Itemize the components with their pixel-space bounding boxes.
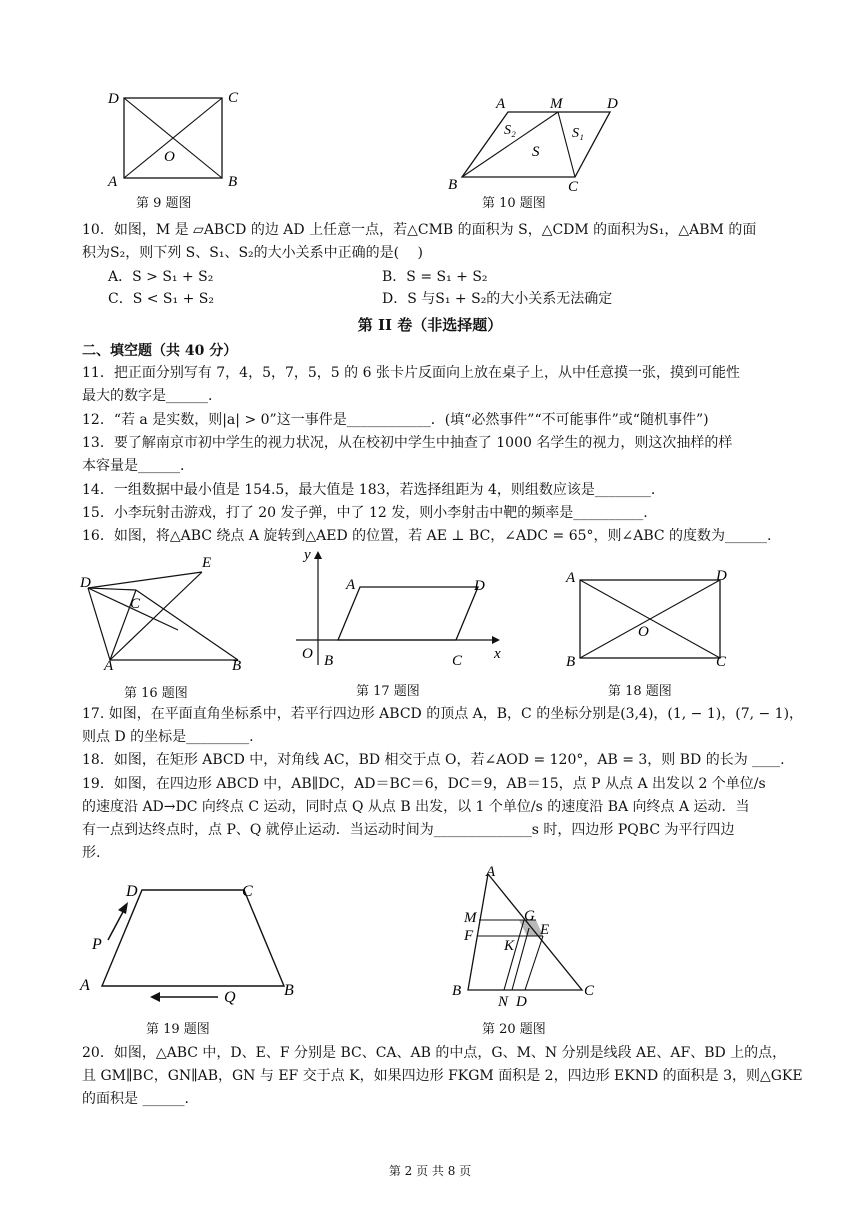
q10-option-a: A．S > S₁ + S₂: [108, 269, 214, 285]
fig16-label-a: A: [104, 658, 114, 672]
fig10-label-s2: S₂: [504, 123, 516, 138]
fig10-label-c: C: [568, 179, 579, 195]
fig16-label-b: B: [232, 658, 242, 672]
fig10-label-b: B: [448, 177, 458, 193]
fig16-label-c: C: [130, 596, 141, 612]
q15: 15．小李玩射击游戏，打了 20 发子弹，中了 12 发，则小李射击中靶的频率是__________.: [82, 505, 648, 521]
q13-line1: 13．要了解南京市初中学生的视力状况，从在校初中学生中抽查了 1000 名学生的视力，则这次抽样的样: [82, 435, 733, 451]
part-2-title: 第 II 卷（非选择题）: [357, 316, 503, 334]
fig9-caption: 第 9 题图: [136, 196, 192, 211]
q20-line1: 20．如图，△ABC 中，D、E、F 分别是 BC、CA、AB 的中点，G、M、N 分别是线段 AE、AF、BD 上的点，: [82, 1045, 787, 1061]
q19-line3: 有一点到达终点时，点 P、Q 就停止运动．当运动时间为______________s 时，四边形 PQBC 为平行四边: [82, 822, 735, 838]
q12: 12．“若 a 是实数，则|a| > 0”这一事件是____________．(填“必然事件”“不可能事件”或“随机事件”): [82, 412, 709, 428]
figure-20: [446, 862, 606, 1010]
q19-line4: 形.: [82, 845, 101, 861]
q10-option-c: C．S < S₁ + S₂: [108, 291, 214, 307]
q11-line2: 最大的数字是______.: [82, 388, 213, 404]
q10-line2: 积为S₂，则下列 S、S₁、S₂的大小关系中正确的是( ): [82, 245, 424, 261]
fig18-label-d: D: [716, 568, 727, 584]
fig10-label-s1: S₁: [572, 126, 584, 141]
fig18-caption: 第 18 题图: [608, 684, 672, 699]
fig19-label-c: C: [242, 883, 253, 900]
fig20-label-f: F: [464, 928, 474, 944]
fig20-label-g: G: [524, 908, 535, 924]
q10-option-d: D．S 与S₁ + S₂的大小关系无法确定: [382, 291, 613, 307]
q11-line1: 11．把正面分别写有 7，4，5，7，5，5 的 6 张卡片反面向上放在桌子上，从中任意摸一张，摸到可能性: [82, 365, 740, 381]
figure-19: [78, 876, 308, 1006]
fig19-caption: 第 19 题图: [146, 1022, 210, 1037]
fig17-label-d: D: [474, 578, 485, 594]
q10-line1: 10．如图，M 是 ▱ABCD 的边 AD 上任意一点，若△CMB 的面积为 S，△CDM 的面积为S₁，△ABM 的面: [82, 222, 757, 238]
fig17-caption: 第 17 题图: [356, 684, 420, 699]
fig19-label-a: A: [80, 977, 90, 994]
fig16-caption: 第 16 题图: [124, 686, 188, 701]
fig17-label-x: x: [494, 646, 501, 662]
fig10-caption: 第 10 题图: [482, 196, 546, 211]
fig10-label-a: A: [496, 96, 506, 112]
q18: 18．如图，在矩形 ABCD 中，对角线 AC，BD 相交于点 O，若∠AOD = 120°，AB = 3，则 BD 的长为 ____.: [82, 752, 785, 768]
fig20-caption: 第 20 题图: [482, 1022, 546, 1037]
q19-line2: 的速度沿 AD→DC 向终点 C 运动，同时点 Q 从点 B 出发，以 1 个单位/s 的速度沿 BA 向终点 A 运动．当: [82, 799, 750, 815]
fig19-label-d: D: [126, 883, 138, 900]
fig20-label-m: M: [464, 910, 477, 926]
fig20-label-k: K: [504, 938, 515, 954]
figure-9: [100, 88, 260, 188]
fig20-label-b: B: [452, 983, 462, 999]
fig20-label-e: E: [540, 922, 550, 938]
fig19-label-q: Q: [224, 989, 236, 1006]
fig19-label-p: P: [92, 936, 102, 953]
page-footer: 第 2 页 共 8 页: [388, 1164, 472, 1178]
fig9-label-b: B: [228, 174, 238, 188]
fig17-label-b: B: [324, 653, 334, 669]
fig9-label-c: C: [228, 90, 239, 106]
figure-17: [290, 545, 510, 675]
figure-10: [440, 92, 640, 197]
fig20-label-n: N: [498, 994, 509, 1010]
section-2-title: 二、填空题（共 40 分）: [82, 343, 238, 359]
fig9-label-o: O: [164, 149, 175, 165]
q17-line1: 17. 如图，在平面直角坐标系中，若平行四边形 ABCD 的顶点 A，B，C 的坐标分别是(3,4)，(1, − 1)，(7, − 1)，: [82, 706, 804, 722]
fig19-label-b: B: [284, 982, 294, 999]
fig9-label-d: D: [108, 91, 119, 107]
figure-18: [560, 562, 740, 672]
fig10-label-d: D: [607, 96, 618, 112]
fig18-label-o: O: [638, 624, 649, 640]
q20-line2: 且 GM∥BC，GN∥AB，GN 与 EF 交于点 K，如果四边形 FKGM 面积是 2，四边形 EKND 的面积是 3，则△GKE: [82, 1068, 803, 1084]
q20-line3: 的面积是 ______.: [82, 1091, 189, 1107]
q14: 14．一组数据中最小值是 154.5，最大值是 183，若选择组距为 4，则组数应该是________.: [82, 482, 656, 498]
q16: 16．如图，将△ABC 绕点 A 旋转到△AED 的位置，若 AE ⊥ BC，∠ADC = 65°，则∠ABC 的度数为______.: [82, 528, 772, 544]
q13-line2: 本容量是______.: [82, 458, 185, 474]
fig17-label-y: y: [304, 547, 311, 563]
fig17-label-c: C: [452, 653, 463, 669]
q17-line2: 则点 D 的坐标是_________.: [82, 729, 254, 745]
fig20-label-a: A: [486, 864, 496, 880]
fig10-label-m: M: [550, 96, 563, 112]
fig18-label-b: B: [566, 654, 576, 670]
fig18-label-c: C: [716, 654, 727, 670]
fig16-label-e: E: [202, 555, 212, 571]
fig18-label-a: A: [566, 570, 576, 586]
fig20-label-c: C: [584, 983, 595, 999]
fig16-label-d: D: [80, 575, 91, 591]
fig17-label-o: O: [302, 646, 313, 662]
q10-option-b: B．S = S₁ + S₂: [382, 269, 488, 285]
q19-line1: 19．如图，在四边形 ABCD 中，AB∥DC，AD＝BC＝6，DC＝9，AB＝15，点 P 从点 A 出发以 2 个单位/s: [82, 776, 766, 792]
fig9-label-a: A: [108, 174, 118, 188]
fig10-label-s: S: [532, 144, 540, 160]
figure-16: [78, 552, 258, 672]
fig20-label-d: D: [516, 994, 527, 1010]
fig17-label-a: A: [346, 577, 356, 593]
